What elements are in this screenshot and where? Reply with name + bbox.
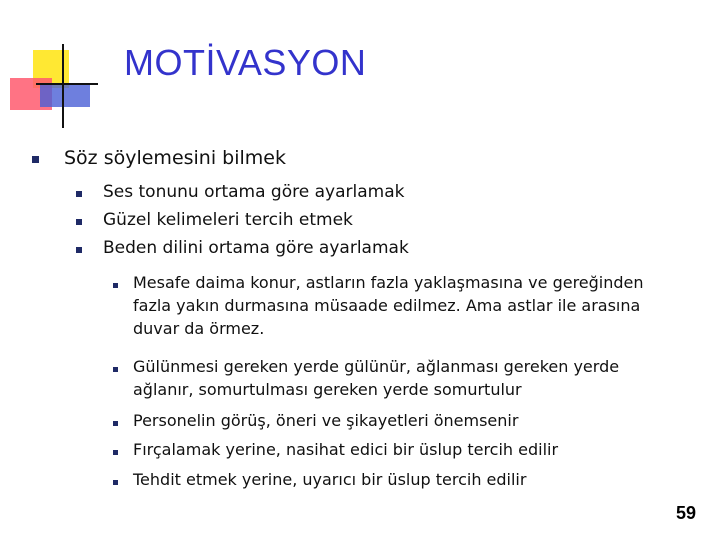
level3-item-line: fazla yakın durmasına müsaade edilmez. Ama astlar ile arasına — [133, 296, 641, 315]
level3-item-line: Personelin görüş, öneri ve şikayetleri önemsenir — [133, 411, 519, 430]
level3-item-line: ağlanır, somurtulması gereken yerde somurtulur — [133, 380, 522, 399]
level2-item: Beden dilini ortama göre ayarlamak — [103, 238, 409, 258]
level2-item: Ses tonunu ortama göre ayarlamak — [103, 182, 405, 202]
page-number: 59 — [675, 503, 696, 523]
level3-item-line: Fırçalamak yerine, nasihat edici bir üslup tercih edilir — [133, 440, 559, 459]
bullet-marker — [113, 480, 118, 485]
slide-title: MOTİVASYON — [124, 42, 367, 83]
level3-item-line: Gülünmesi gereken yerde gülünür, ağlanması gereken yerde — [133, 357, 620, 376]
bullet-marker — [113, 450, 118, 455]
level2-item: Güzel kelimeleri tercih etmek — [103, 210, 353, 230]
level1-item: Söz söylemesini bilmek — [64, 147, 286, 169]
bullet-marker — [113, 421, 118, 426]
bullet-marker — [76, 191, 82, 197]
slide-decoration-logo — [0, 0, 110, 130]
level3-item-line: duvar da örmez. — [133, 319, 265, 338]
bullet-marker — [113, 367, 118, 372]
bullet-marker — [32, 156, 39, 163]
level3-item-line: Tehdit etmek yerine, uyarıcı bir üslup tercih edilir — [133, 470, 527, 489]
bullet-marker — [113, 283, 118, 288]
bullet-marker — [76, 219, 82, 225]
level3-item-line: Mesafe daima konur, astların fazla yaklaşmasına ve gereğinden — [133, 273, 644, 292]
bullet-marker — [76, 247, 82, 253]
